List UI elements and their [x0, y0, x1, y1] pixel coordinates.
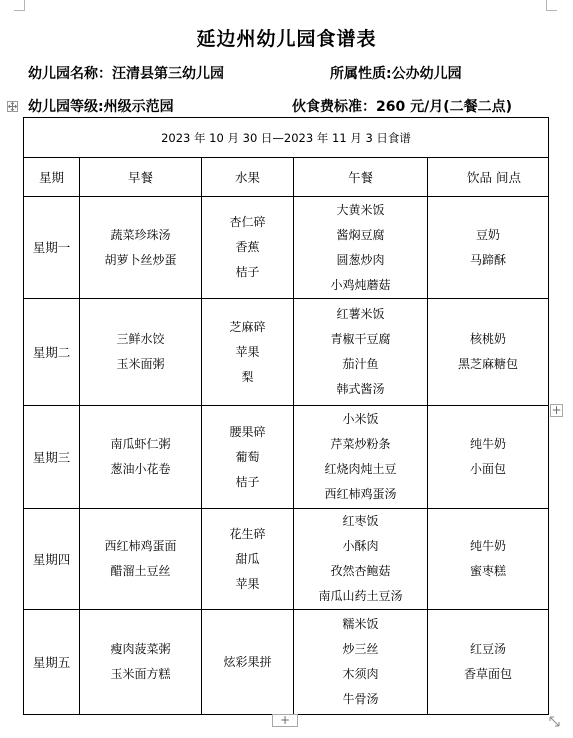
menu-item: 韩式酱汤: [336, 382, 385, 396]
menu-item: 南瓜虾仁粥: [110, 437, 171, 451]
lunch-cell: [294, 406, 428, 509]
menu-item: 芹菜炒粉条: [330, 437, 391, 451]
day-cell: 星期三: [24, 406, 80, 509]
breakfast-cell: [80, 610, 202, 715]
fruit-cell: [202, 610, 294, 715]
lunch-cell: [294, 610, 428, 715]
menu-item: 纯牛奶: [470, 539, 507, 553]
menu-item: 苹果: [235, 344, 260, 359]
drinks-cell: [428, 197, 549, 299]
menu-item: 玉米面粥: [116, 357, 165, 371]
breakfast-cell: [80, 509, 202, 610]
menu-item: 花生碎: [229, 526, 266, 541]
menu-item: 苹果: [235, 576, 260, 591]
fruit-cell: [202, 509, 294, 610]
kindergarten-name: 幼儿园名称：汪清县第三幼儿园: [28, 66, 224, 82]
menu-item: 炫彩果拼: [223, 654, 272, 669]
table-row: [24, 610, 549, 715]
header-row: [24, 158, 549, 197]
breakfast-cell: [80, 197, 202, 299]
menu-item: 腰果碎: [229, 424, 266, 439]
table-row: [24, 197, 549, 299]
day-cell: 星期一: [24, 197, 80, 299]
menu-item: 梨: [241, 369, 254, 384]
menu-item: 圆葱炒肉: [336, 252, 385, 267]
menu-item: 西红柿鸡蛋面: [104, 539, 177, 553]
menu-item: 红薯米饭: [336, 307, 385, 321]
menu-item: 杏仁碎: [229, 215, 266, 229]
lunch-cell: [294, 299, 428, 406]
menu-item: 小鸡炖蘑菇: [330, 277, 391, 292]
drinks-cell: [428, 509, 549, 610]
menu-item: 瘦肉菠菜粥: [110, 642, 171, 656]
document-title: 延边州幼儿园食谱表: [196, 28, 377, 50]
breakfast-cell: [80, 299, 202, 406]
menu-item: 大黄米饭: [336, 202, 385, 217]
menu-item: 桔子: [235, 474, 260, 489]
menu-item: 蜜枣糕: [470, 564, 507, 578]
table-resize-handle-icon[interactable]: [548, 713, 561, 726]
drinks-cell: [428, 299, 549, 406]
menu-item: 三鲜水饺: [116, 332, 165, 346]
table-row: [24, 299, 549, 406]
day-cell: 星期二: [24, 299, 80, 406]
fruit-cell: [202, 197, 294, 299]
header-drinks-snacks: 饮品 间点: [428, 158, 549, 197]
menu-item: 黑芝麻糖包: [458, 357, 519, 371]
add-column-button[interactable]: +: [551, 403, 562, 417]
menu-item: 甜瓜: [235, 551, 260, 566]
header-day: 星期: [24, 158, 80, 197]
add-row-button[interactable]: +: [272, 714, 298, 727]
lunch-cell: [294, 509, 428, 610]
menu-item: 胡萝卜丝炒蛋: [104, 252, 177, 267]
menu-item: 玉米面方糕: [110, 667, 171, 681]
menu-item: 醋溜土豆丝: [110, 564, 171, 578]
menu-item: 香蕉: [235, 240, 260, 254]
menu-item: 青椒干豆腐: [330, 332, 391, 346]
menu-item: 南瓜山药土豆汤: [318, 589, 403, 603]
menu-item: 纯牛奶: [470, 437, 507, 451]
menu-item: 红豆汤: [470, 642, 507, 656]
menu-item: 小米饭: [342, 412, 379, 426]
menu-item: 核桃奶: [470, 332, 507, 346]
menu-item: 炒三丝: [342, 642, 379, 656]
menu-item: 小面包: [470, 462, 507, 476]
page-corner-mark-left: [14, 0, 25, 11]
menu-item: 蔬菜珍珠汤: [110, 227, 171, 242]
table-move-handle-icon[interactable]: [7, 101, 18, 112]
header-lunch: 午餐: [294, 158, 428, 197]
menu-item: 酱焖豆腐: [336, 227, 385, 242]
day-cell: 星期四: [24, 509, 80, 610]
drinks-cell: [428, 406, 549, 509]
day-cell: 星期五: [24, 610, 80, 715]
date-range-row: [24, 118, 549, 158]
menu-item: 葡萄: [235, 449, 260, 464]
menu-table: [23, 117, 549, 715]
header-breakfast: 早餐: [80, 158, 202, 197]
menu-item: 孜然杏鲍菇: [330, 564, 391, 578]
fruit-cell: [202, 299, 294, 406]
drinks-cell: [428, 610, 549, 715]
kindergarten-type: 所属性质:公办幼儿园: [330, 66, 462, 82]
menu-item: 豆奶: [476, 227, 501, 242]
kindergarten-level: 幼儿园等级:州级示范园: [28, 99, 174, 115]
menu-item: 小酥肉: [342, 539, 379, 553]
lunch-cell: [294, 197, 428, 299]
menu-item: 西红柿鸡蛋汤: [324, 487, 397, 501]
menu-item: 香草面包: [464, 667, 513, 681]
table-row: [24, 406, 549, 509]
breakfast-cell: [80, 406, 202, 509]
page-corner-mark-right: [546, 0, 557, 11]
menu-item: 桔子: [235, 265, 260, 279]
menu-item: 葱油小花卷: [110, 462, 171, 476]
menu-item: 糯米饭: [342, 617, 379, 631]
menu-item: 芝麻碎: [229, 319, 266, 334]
menu-item: 红枣饭: [342, 514, 379, 528]
fruit-cell: [202, 406, 294, 509]
date-range-cell: 2023 年 10 月 30 日—2023 年 11 月 3 日食谱: [24, 118, 549, 158]
header-fruit: 水果: [202, 158, 294, 197]
menu-item: 红烧肉炖土豆: [324, 462, 397, 476]
menu-item: 木须肉: [342, 667, 379, 681]
menu-item: 马蹄酥: [470, 252, 507, 267]
menu-item: 茄汁鱼: [342, 357, 379, 371]
table-row: [24, 509, 549, 610]
menu-item: 牛骨汤: [342, 692, 379, 706]
meal-fee-standard: 伙食费标准：260 元/月(二餐二点): [292, 99, 513, 115]
